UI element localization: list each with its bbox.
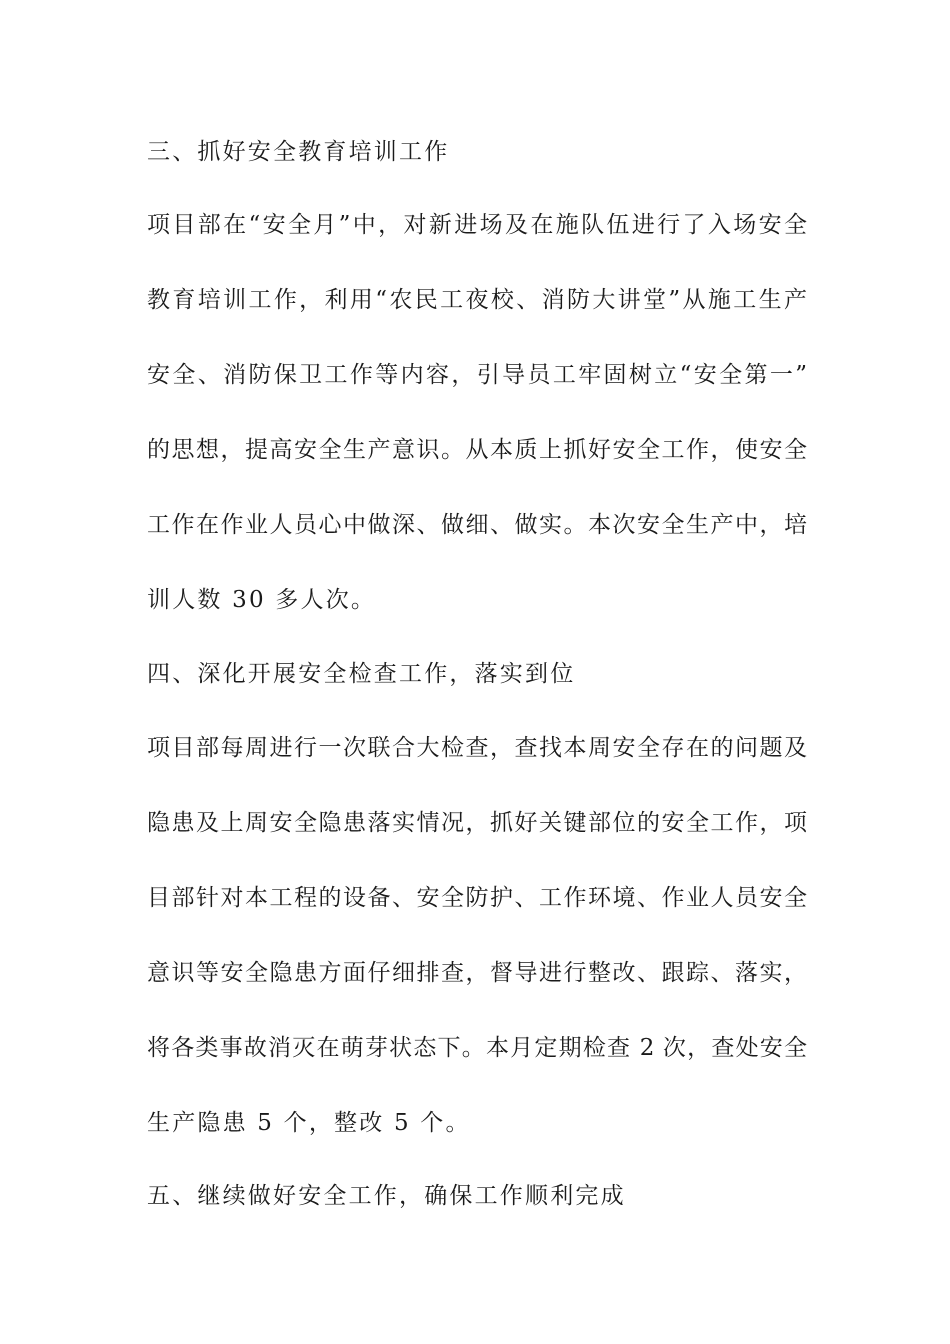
paragraph-line: 安全、消防保卫工作等内容，引导员工牢固树立“安全第一” xyxy=(147,362,807,388)
paragraph-line: 隐患及上周安全隐患落实情况，抓好关键部位的安全工作，项 xyxy=(147,810,807,836)
paragraph-line: 生产隐患 5 个，整改 5 个。 xyxy=(147,1110,471,1136)
paragraph-line: 项目部在“安全月”中，对新进场及在施队伍进行了入场安全 xyxy=(147,212,807,238)
paragraph-line: 的思想，提高安全生产意识。从本质上抓好安全工作，使安全 xyxy=(147,437,807,463)
paragraph-line: 项目部每周进行一次联合大检查，查找本周安全存在的问题及 xyxy=(147,735,807,761)
paragraph-line: 将各类事故消灭在萌芽状态下。本月定期检查 2 次，查处安全 xyxy=(147,1035,807,1061)
paragraph-line: 意识等安全隐患方面仔细排查，督导进行整改、跟踪、落实， xyxy=(147,960,807,986)
section-4-heading: 四、深化开展安全检查工作，落实到位 xyxy=(147,661,576,687)
paragraph-line: 工作在作业人员心中做深、做细、做实。本次安全生产中，培 xyxy=(147,512,807,538)
paragraph-line: 目部针对本工程的设备、安全防护、工作环境、作业人员安全 xyxy=(147,885,807,911)
section-5-heading: 五、继续做好安全工作，确保工作顺利完成 xyxy=(147,1183,626,1209)
section-3-heading: 三、抓好安全教育培训工作 xyxy=(147,139,450,165)
paragraph-line: 教育培训工作，利用“农民工夜校、消防大讲堂”从施工生产 xyxy=(147,287,807,313)
paragraph-line: 训人数 30 多人次。 xyxy=(147,587,377,613)
